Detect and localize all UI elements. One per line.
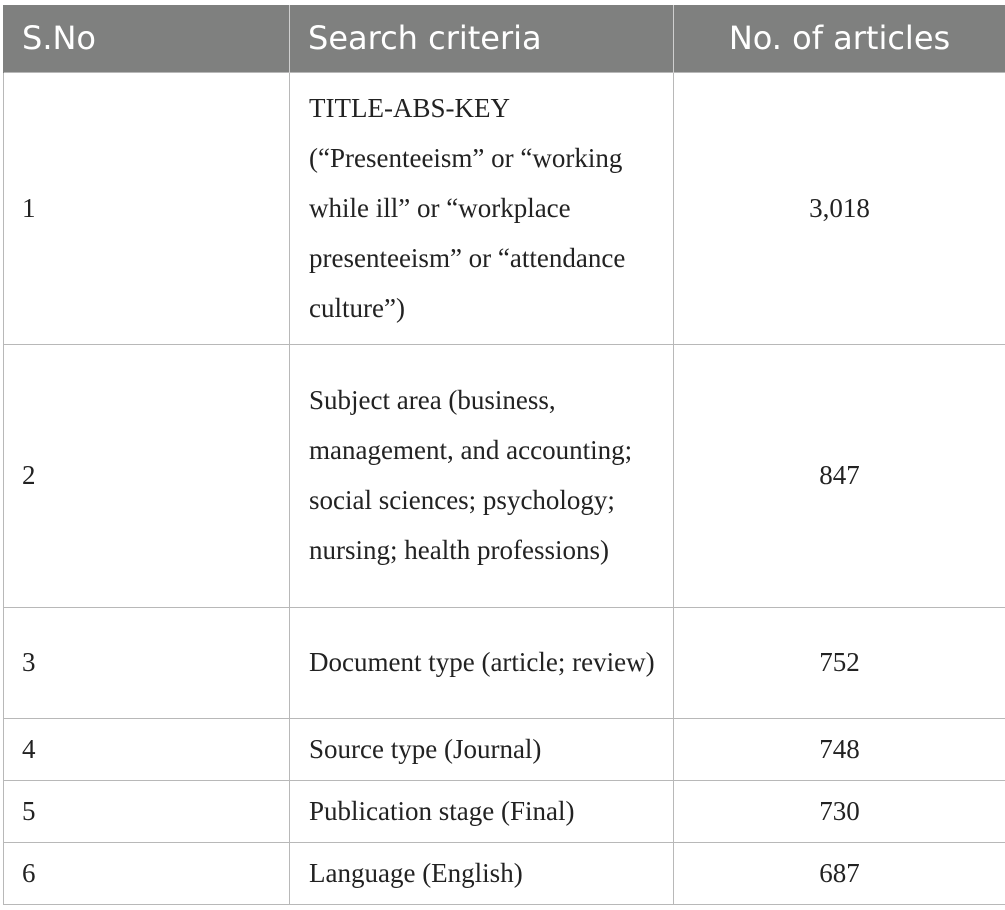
table-row — [4, 607, 1005, 718]
table-row — [4, 780, 1005, 842]
cell-search-criteria: Document type (article; review) — [290, 607, 674, 718]
table-row — [4, 842, 1005, 904]
cell-article-count: 3,018 — [674, 72, 1005, 344]
cell-sno: 6 — [4, 842, 290, 904]
cell-search-criteria: Language (English) — [290, 842, 674, 904]
table-header-row — [4, 5, 1005, 72]
header-search-criteria: Search criteria — [290, 5, 674, 72]
cell-article-count: 748 — [674, 718, 1005, 780]
header-no-of-articles: No. of articles — [674, 5, 1005, 72]
cell-sno: 4 — [4, 718, 290, 780]
table-row — [4, 718, 1005, 780]
cell-sno: 2 — [4, 344, 290, 607]
cell-search-criteria: Publication stage (Final) — [290, 780, 674, 842]
cell-sno: 1 — [4, 72, 290, 344]
cell-article-count: 730 — [674, 780, 1005, 842]
table-row — [4, 344, 1005, 607]
table-row — [4, 72, 1005, 344]
cell-article-count: 687 — [674, 842, 1005, 904]
search-criteria-table-container — [3, 5, 1005, 905]
cell-sno: 5 — [4, 780, 290, 842]
search-criteria-table — [3, 5, 1005, 905]
header-sno: S.No — [4, 5, 290, 72]
cell-search-criteria: Source type (Journal) — [290, 718, 674, 780]
cell-search-criteria: Subject area (business, management, and accounting; social sciences; psychology; nursing; health professions) — [290, 344, 674, 607]
cell-search-criteria: TITLE-ABS-KEY (“Presenteeism” or “working while ill” or “workplace presenteeism” or “attendance culture”) — [290, 72, 674, 344]
cell-article-count: 752 — [674, 607, 1005, 718]
cell-article-count: 847 — [674, 344, 1005, 607]
cell-sno: 3 — [4, 607, 290, 718]
